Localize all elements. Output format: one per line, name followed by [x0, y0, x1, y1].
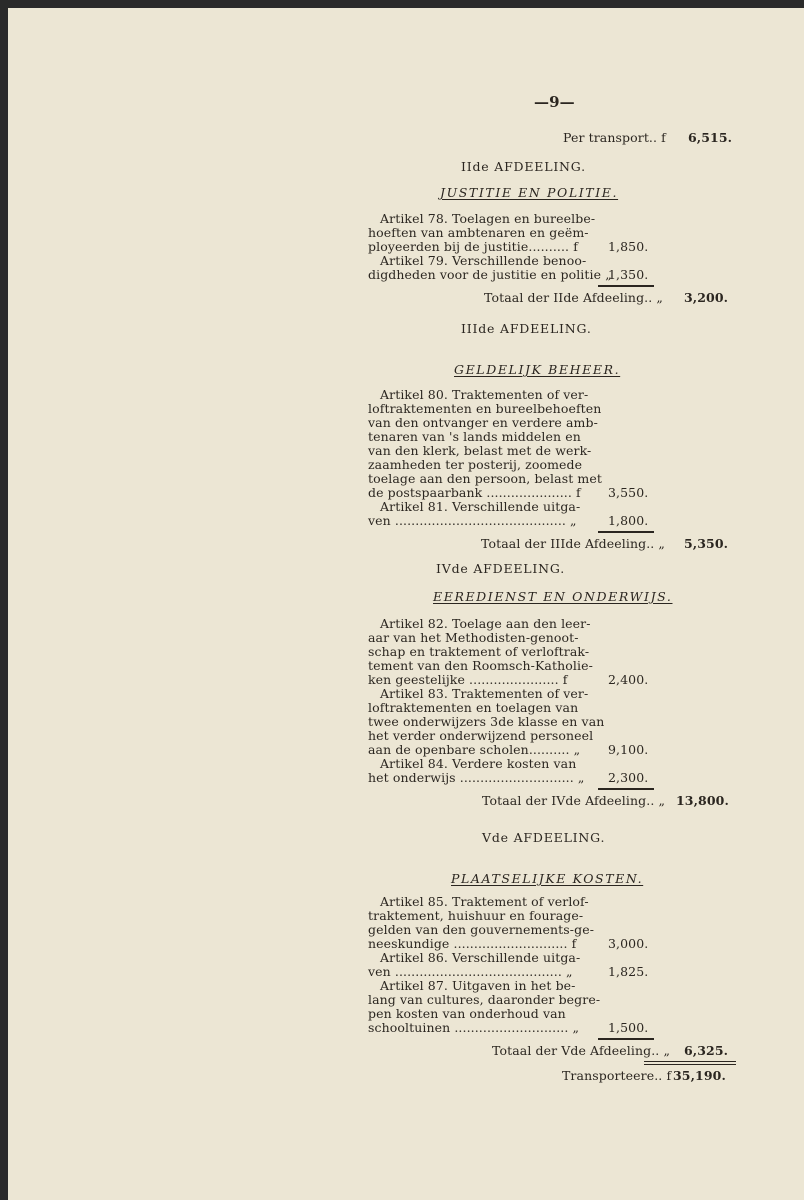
article-line: tenaren van 's lands middelen en — [368, 429, 581, 444]
transport-amount: 6,515. — [688, 130, 733, 145]
article-line: gelden van den gouvernements-ge- — [368, 922, 595, 937]
transporteere-label: Transporteere.. f — [562, 1068, 672, 1083]
transporteere-amount: 35,190. — [673, 1068, 726, 1083]
section-heading: IIIde AFDEELING. — [461, 321, 592, 336]
article-line: het onderwijs ............................ „ — [368, 770, 585, 785]
section-subheading: EEREDIENST EN ONDERWIJS. — [433, 589, 673, 604]
amount: 1,350. — [608, 267, 649, 282]
article-line: aar van het Methodisten-genoot- — [368, 630, 579, 645]
article-line: zaamheden ter posterij, zoomede — [368, 457, 583, 472]
section-total-amount: 6,325. — [684, 1043, 729, 1058]
article-line: twee onderwijzers 3de klasse en van — [368, 714, 605, 729]
article-line: schap en traktement of verloftrak- — [368, 644, 590, 659]
section-total-amount: 3,200. — [684, 290, 729, 305]
amount: 3,000. — [608, 936, 649, 951]
amount: 2,400. — [608, 672, 649, 687]
amount: 1,500. — [608, 1020, 649, 1035]
amount: 1,825. — [608, 964, 649, 979]
article-line: neeskundige ............................ f — [368, 936, 577, 951]
article-line: digdheden voor de justitie en politie „ — [368, 267, 612, 282]
article-line: ployeerden bij de justitie.......... f — [368, 239, 578, 254]
article-line: Artikel 87. Uitgaven in het be- — [380, 978, 576, 993]
article-line: Artikel 86. Verschillende uitga- — [380, 950, 581, 965]
section-total-label: Totaal der Vde Afdeeling.. „ — [492, 1043, 671, 1058]
transport-label: Per transport.. f — [563, 130, 666, 145]
sum-rule — [598, 531, 654, 533]
article-line: ven .......................................... „ — [368, 513, 577, 528]
article-line: ken geestelijke ...................... f — [368, 672, 568, 687]
section-subheading: PLAATSELIJKE KOSTEN. — [451, 871, 644, 886]
article-line: Artikel 82. Toelage aan den leer- — [380, 616, 591, 631]
total-rule — [644, 1064, 736, 1065]
amount: 1,800. — [608, 513, 649, 528]
article-line: van den ontvanger en verdere amb- — [368, 415, 598, 430]
amount: 1,850. — [608, 239, 649, 254]
section-total-label: Totaal der IVde Afdeeling.. „ — [482, 793, 666, 808]
article-line: traktement, huishuur en fourage- — [368, 908, 584, 923]
total-rule — [644, 1061, 736, 1062]
article-line: Artikel 80. Traktementen of ver- — [380, 387, 589, 402]
section-heading: IIde AFDEELING. — [461, 159, 586, 174]
article-line: van den klerk, belast met de werk- — [368, 443, 592, 458]
article-line: Artikel 81. Verschillende uitga- — [380, 499, 581, 514]
article-line: toelage aan den persoon, belast met — [368, 471, 602, 486]
amount: 2,300. — [608, 770, 649, 785]
section-subheading: GELDELIJK BEHEER. — [454, 362, 621, 377]
article-line: loftraktementen en bureelbehoeften — [368, 401, 602, 416]
article-line: lang van cultures, daaronder begre- — [368, 992, 601, 1007]
article-line: schooltuinen ............................ „ — [368, 1020, 580, 1035]
section-total-label: Totaal der IIde Afdeeling.. „ — [484, 290, 663, 305]
amount: 3,550. — [608, 485, 649, 500]
article-line: Artikel 84. Verdere kosten van — [380, 756, 577, 771]
amount: 9,100. — [608, 742, 649, 757]
article-line: de postspaarbank ..................... f — [368, 485, 581, 500]
article-line: het verder onderwijzend personeel — [368, 728, 594, 743]
article-line: hoeften van ambtenaren en geëm- — [368, 225, 589, 240]
article-line: pen kosten van onderhoud van — [368, 1006, 566, 1021]
article-line: aan de openbare scholen.......... „ — [368, 742, 581, 757]
sum-rule — [598, 788, 654, 790]
article-line: Artikel 83. Traktementen of ver- — [380, 686, 589, 701]
article-line: ven ......................................... „ — [368, 964, 573, 979]
article-line: Artikel 78. Toelagen en bureelbe- — [380, 211, 596, 226]
document-page — [8, 8, 804, 1200]
sum-rule — [598, 285, 654, 287]
section-heading: Vde AFDEELING. — [482, 830, 606, 845]
article-line: Artikel 85. Traktement of verlof- — [380, 894, 589, 909]
article-line: Artikel 79. Verschillende benoo- — [380, 253, 587, 268]
article-line: tement van den Roomsch-Katholie- — [368, 658, 593, 673]
page-number: —9— — [534, 93, 575, 111]
section-total-amount: 5,350. — [684, 536, 729, 551]
section-heading: IVde AFDEELING. — [436, 561, 565, 576]
article-line: loftraktementen en toelagen van — [368, 700, 579, 715]
section-total-amount: 13,800. — [676, 793, 729, 808]
section-subheading: JUSTITIE EN POLITIE. — [440, 185, 619, 200]
sum-rule — [598, 1038, 654, 1040]
section-total-label: Totaal der IIIde Afdeeling.. „ — [481, 536, 665, 551]
